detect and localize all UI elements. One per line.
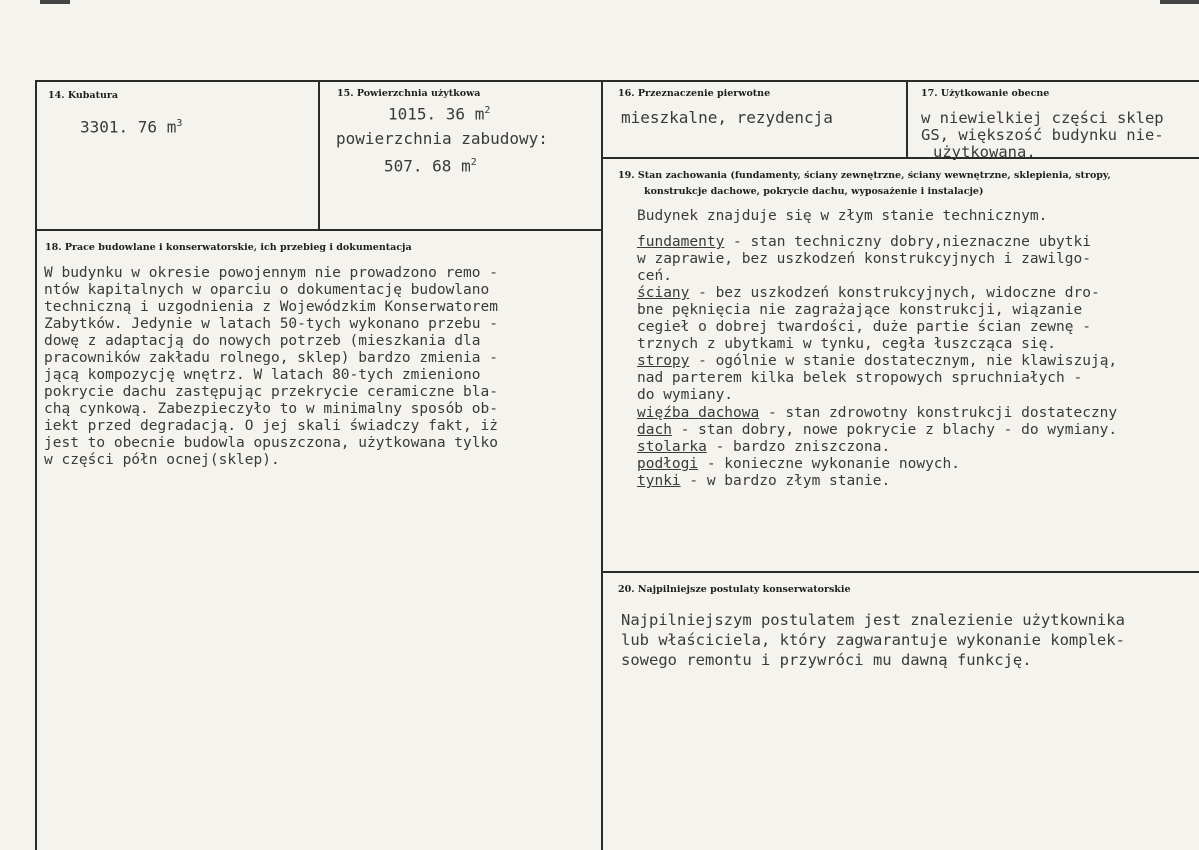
condition-keyword: tynki	[637, 473, 681, 489]
postulate-line: sowego remontu i przywróci mu dawną funkcję.	[621, 651, 1032, 669]
field-14-label: 14. Kubatura	[48, 90, 119, 101]
field-20-label: 20. Najpilniejsze postulaty konserwatorskie	[618, 584, 851, 595]
volume-exponent: 3	[176, 118, 183, 129]
original-purpose-value: mieszkalne, rezydencja	[621, 108, 833, 127]
grid-line	[35, 80, 1199, 82]
grid-line	[603, 157, 1199, 159]
grid-line	[906, 80, 908, 157]
condition-keyword: stolarka	[637, 439, 707, 455]
works-line: dowę z adaptacją do nowych potrzeb (mieszkania dla	[44, 333, 481, 349]
condition-text: - bardzo zniszczona.	[706, 439, 891, 455]
condition-text: - w bardzo złym stanie.	[680, 473, 891, 489]
condition-keyword: fundamenty	[637, 234, 725, 250]
built-area-label: powierzchnia zabudowy:	[336, 129, 548, 148]
condition-text: - stan techniczny dobry,nieznaczne ubytki	[724, 234, 1091, 250]
condition-line	[637, 473, 890, 490]
top-edge-mark	[1160, 0, 1199, 4]
grid-line	[35, 80, 37, 850]
condition-text: - stan dobry, nowe pokrycie z blachy - do wymiany.	[671, 422, 1118, 438]
postulate-line: lub właściciela, który zagwarantuje wykonanie komplek-	[621, 631, 1125, 649]
grid-line	[35, 229, 603, 231]
field-17-label: 17. Użytkowanie obecne	[921, 88, 1050, 99]
works-line: ntów kapitalnych w oparciu o dokumentację budowlano	[44, 282, 490, 298]
condition-line: ceń.	[637, 268, 672, 284]
condition-line	[637, 439, 890, 456]
usable-area-exponent: 2	[484, 105, 491, 116]
condition-line	[637, 456, 960, 473]
works-line: Zabytków. Jedynie w latach 50-tych wykonano przebu -	[44, 316, 498, 332]
works-line: jest to obecnie budowla opuszczona, użytkowana tylko	[44, 435, 498, 451]
condition-keyword: podłogi	[637, 456, 699, 472]
grid-line	[603, 571, 1199, 573]
usable-area-value	[388, 103, 490, 123]
condition-line	[637, 405, 1117, 422]
works-line: jącą kompozycję wnętrz. W latach 80-tych zmieniono	[44, 367, 481, 383]
works-line: pracowników zakładu rolnego, sklep) bardzo zmienia -	[44, 350, 498, 366]
field-16-label: 16. Przeznaczenie pierwotne	[618, 88, 771, 99]
grid-line	[318, 80, 320, 229]
field-19-label-cont: konstrukcje dachowe, pokrycie dachu, wyposażenie i instalacje)	[644, 186, 984, 197]
current-use-line: użytkowana.	[933, 143, 1036, 161]
field-19-label: 19. Stan zachowania (fundamenty, ściany zewnętrzne, ściany wewnętrzne, sklepienia, stropy,	[618, 170, 1111, 181]
works-line: techniczną i uzgodnienia z Wojewódzkim Konserwatorem	[44, 299, 498, 315]
condition-text: - ogólnie w stanie dostatecznym, nie klawiszują,	[689, 353, 1118, 369]
condition-line: cegieł o dobrej twardości, duże partie ścian zewnę -	[637, 319, 1091, 335]
condition-line	[637, 422, 1117, 439]
works-line: pokrycie dachu zastępując przekrycie ceramiczne bla-	[44, 384, 498, 400]
condition-line	[637, 353, 1117, 370]
built-area-exponent: 2	[470, 157, 477, 168]
field-18-label: 18. Prace budowlane i konserwatorskie, ich przebieg i dokumentacja	[45, 242, 412, 253]
condition-line	[637, 285, 1100, 302]
works-line: W budynku w okresie powojennym nie prowadzono remo -	[44, 265, 498, 281]
volume-value: 3301. 76 m	[80, 117, 177, 137]
works-line: chą cynkową. Zabezpieczyło to w minimalny sposób ob-	[44, 401, 498, 417]
condition-line: w zaprawie, bez uszkodzeń konstrukcyjnych i zawilgo-	[637, 251, 1091, 267]
condition-text: - stan zdrowotny konstrukcji dostateczny	[759, 405, 1118, 421]
built-area-number: 507. 68 m	[384, 156, 471, 176]
condition-text: - bez uszkodzeń konstrukcyjnych, widoczne dro-	[689, 285, 1100, 301]
postulate-line: Najpilniejszym postulatem jest znalezienie użytkownika	[621, 611, 1125, 629]
usable-area-number: 1015. 36 m	[388, 104, 485, 124]
current-use-line: GS, większość budynku nie-	[921, 126, 1164, 144]
condition-line	[637, 234, 1091, 251]
condition-line: trznych z ubytkami w tynku, cegła łuszcząca się.	[637, 336, 1057, 352]
current-use-line: w niewielkiej części sklep	[921, 109, 1164, 127]
condition-text: - konieczne wykonanie nowych.	[698, 456, 961, 472]
condition-intro: Budynek znajduje się w złym stanie technicznym.	[637, 208, 1048, 224]
condition-line: do wymiany.	[637, 387, 734, 403]
field-14-value	[80, 116, 182, 136]
top-edge-mark	[40, 0, 70, 4]
condition-keyword: stropy	[637, 353, 690, 369]
condition-line: nad parterem kilka belek stropowych spruchniałych -	[637, 370, 1083, 386]
works-line: iekt przed degradacją. O jej skali świadczy fakt, iż	[44, 418, 498, 434]
grid-line	[601, 80, 603, 850]
condition-keyword: więźba dachowa	[637, 405, 760, 421]
condition-keyword: ściany	[637, 285, 690, 301]
built-area-value	[384, 155, 477, 175]
condition-line: bne pęknięcia nie zagrażające konstrukcji, wiązanie	[637, 302, 1083, 318]
condition-keyword: dach	[637, 422, 672, 438]
works-line: w części półn ocnej(sklep).	[44, 452, 280, 468]
field-15-label: 15. Powierzchnia użytkowa	[337, 88, 481, 99]
